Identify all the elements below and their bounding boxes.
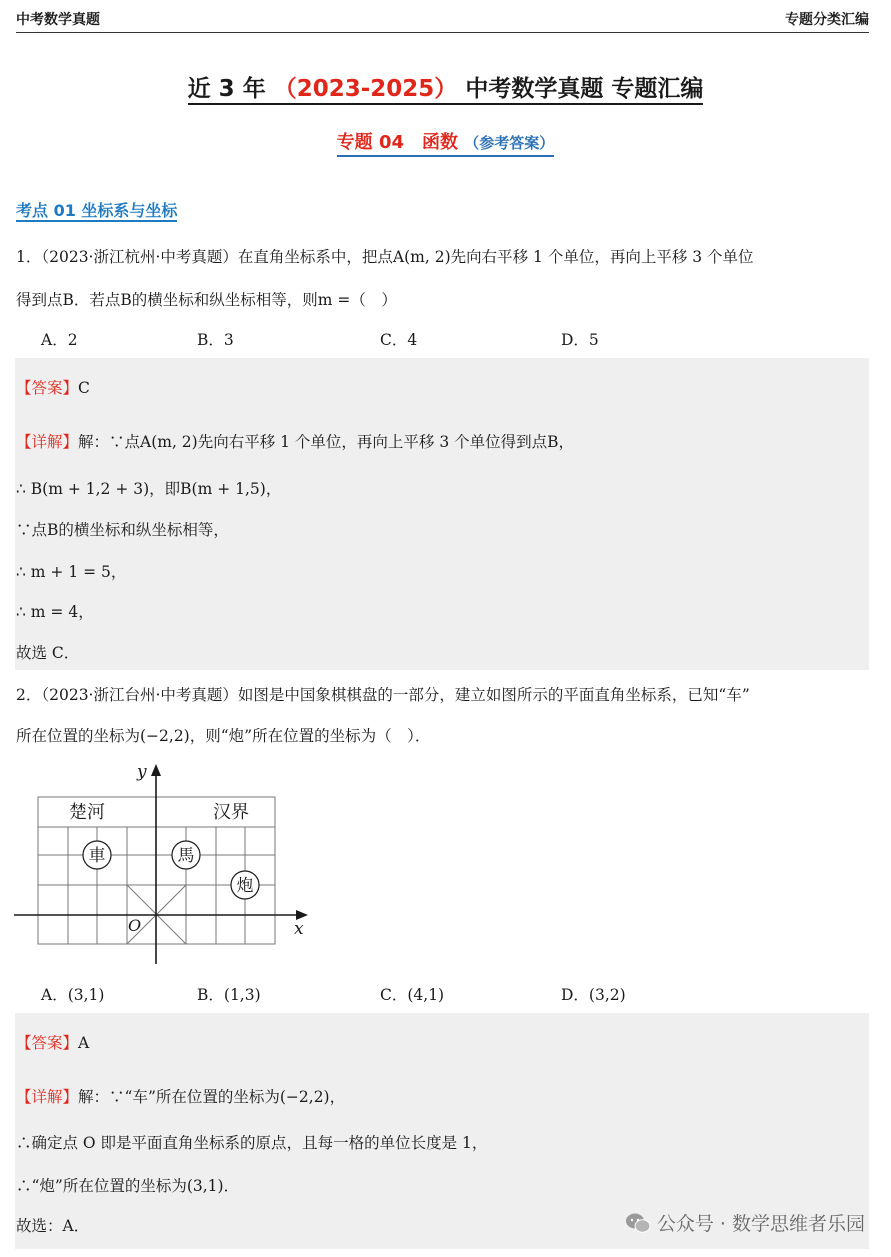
page-header: [16, 6, 869, 33]
river-left-label: 楚河: [69, 802, 105, 823]
q2-detail-0: 【详解】解：∵“车”所在位置的坐标为(−2,2)，: [16, 1088, 346, 1106]
q2-answer: 【答案】A: [16, 1034, 90, 1052]
river-right-label: 汉界: [213, 802, 249, 823]
q1-answer: 【答案】C: [16, 379, 90, 397]
chess-board-figure: [14, 760, 314, 965]
page-subtitle: [0, 128, 891, 154]
q2-line1: 2．（2023·浙江台州·中考真题）如图是中国象棋棋盘的一部分，建立如图所示的平面直角坐标系，已知“车”: [16, 686, 750, 704]
header-right: 专题分类汇编: [785, 12, 869, 28]
answer-tag: 【答案】: [16, 379, 79, 397]
q1-option-b: B．3: [197, 331, 234, 349]
q2-detail-2: ∴“炮”所在位置的坐标为(3,1)．: [16, 1177, 240, 1195]
piece-ma: [172, 841, 200, 869]
subtitle-note: （参考答案）: [464, 134, 555, 152]
answer-tag: 【答案】: [16, 1034, 79, 1052]
y-axis-label: y: [137, 762, 147, 782]
title-post: 中考数学真题 专题汇编: [465, 76, 704, 102]
section-heading: 考点 01 坐标系与坐标: [16, 201, 178, 220]
q2-option-b: B．(1,3): [197, 986, 261, 1004]
x-axis-label: x: [294, 919, 304, 939]
header-left: 中考数学真题: [16, 12, 100, 28]
piece-pao: [231, 871, 259, 899]
q1-option-a: A．2: [41, 331, 78, 349]
q2-detail-3: 故选：A．: [16, 1217, 90, 1235]
q1-detail-1: ∴ B(m + 1,2 + 3)，即B(m + 1,5)，: [16, 480, 282, 498]
svg-text:車: 車: [88, 846, 106, 866]
q1-detail-5: 故选 C．: [16, 644, 80, 662]
q1-detail-3: ∴ m + 1 = 5，: [16, 563, 127, 581]
q1-answer-box: [15, 358, 869, 670]
origin-label: O: [128, 916, 142, 935]
piece-che: [83, 841, 111, 869]
q1-option-c: C．4: [380, 331, 418, 349]
q1-line1: 1．（2023·浙江杭州·中考真题）在直角坐标系中，把点A(m, 2)先向右平移 1 个单位，再向上平移 3 个单位: [16, 248, 754, 266]
watermark: [625, 1209, 865, 1236]
q2-option-c: C．(4,1): [380, 986, 445, 1004]
q1-detail-4: ∴ m = 4，: [16, 603, 94, 621]
detail-tag: 【详解】: [16, 1088, 79, 1106]
q2-option-d: D．(3,2): [561, 986, 626, 1004]
title-years: （2023-2025）: [273, 76, 458, 102]
page-title: [0, 70, 891, 103]
q2-detail-1: ∴确定点 O 即是平面直角坐标系的原点，且每一格的单位长度是 1，: [16, 1134, 488, 1152]
subtitle-main: 专题 04 函数: [336, 132, 459, 153]
title-pre: 近 3 年: [187, 76, 266, 102]
q1-option-d: D．5: [561, 331, 599, 349]
q1-detail-0: 【详解】解：∵点A(m, 2)先向右平移 1 个单位，再向上平移 3 个单位得到点B，: [16, 433, 575, 451]
watermark-text: 公众号 · 数学思维者乐园: [656, 1213, 865, 1235]
q2-line2: 所在位置的坐标为(−2,2)，则“炮”所在位置的坐标为（ ）．: [16, 727, 431, 745]
q1-line2: 得到点B．若点B的横坐标和纵坐标相等，则m =（ ）: [16, 291, 397, 309]
wechat-icon: [625, 1212, 651, 1234]
detail-tag: 【详解】: [16, 433, 79, 451]
svg-text:炮: 炮: [236, 876, 254, 896]
q1-detail-2: ∵点B的横坐标和纵坐标相等，: [16, 521, 229, 539]
q2-option-a: A．(3,1): [41, 986, 105, 1004]
svg-text:馬: 馬: [177, 846, 195, 866]
